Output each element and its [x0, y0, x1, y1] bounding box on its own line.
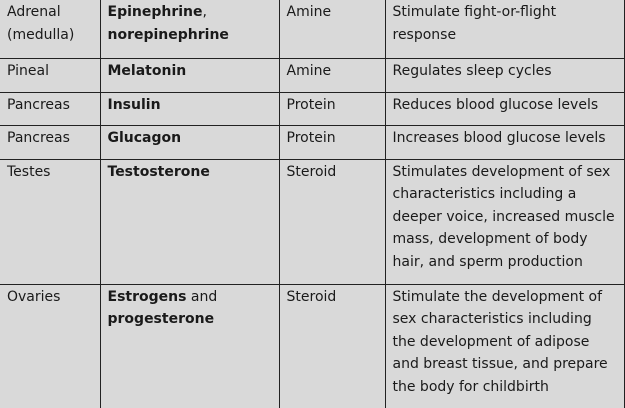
effect-cell: Reduces blood glucose levels [385, 92, 624, 125]
gland-cell: Ovaries [0, 284, 100, 408]
hormone-name: progesterone [107, 311, 215, 328]
table-row [0, 284, 624, 408]
chemical-class-cell: Steroid [279, 159, 385, 284]
chemical-class-cell: Steroid [279, 284, 385, 408]
hormone-name: Estrogens [107, 288, 187, 305]
hormone-name: Epinephrine [107, 4, 203, 20]
effect-cell: Stimulate fight-or-flight response [385, 0, 624, 58]
gland-cell: Pancreas [0, 125, 100, 159]
hormone-name: Testosterone [107, 163, 210, 180]
gland-cell: Testes [0, 159, 100, 284]
table-row [0, 125, 624, 159]
chemical-class-cell: Amine [279, 58, 385, 92]
table-row [0, 159, 624, 284]
hormone-name: Glucagon [107, 129, 182, 146]
effect-cell: Increases blood glucose levels [385, 125, 624, 159]
effect-cell: Regulates sleep cycles [385, 58, 624, 92]
chemical-class-cell: Amine [279, 0, 385, 58]
table-row [0, 0, 624, 58]
chemical-class-cell: Protein [279, 92, 385, 125]
gland-cell: Pancreas [0, 92, 100, 125]
hormone-cell [100, 284, 279, 408]
effect-cell: Stimulates development of sex characteristics including a deeper voice, increased muscle mass, development of body hair, and sperm production [385, 159, 624, 284]
table-row [0, 58, 624, 92]
chemical-class-cell: Protein [279, 125, 385, 159]
effect-cell: Stimulate the development of sex characteristics including the development of adipose and breast tissue, and prepare the body for childbirth [385, 284, 624, 408]
hormone-name: Melatonin [107, 62, 187, 79]
gland-cell: Adrenal (medulla) [0, 0, 100, 58]
table-row [0, 92, 624, 125]
hormone-cell [100, 125, 279, 159]
hormone-cell [100, 159, 279, 284]
hormone-connector: and [186, 288, 218, 305]
hormone-name: Insulin [107, 96, 161, 113]
hormone-cell [100, 0, 279, 58]
hormone-cell [100, 58, 279, 92]
hormone-cell [100, 92, 279, 125]
hormone-name: norepinephrine [107, 26, 229, 43]
gland-cell: Pineal [0, 58, 100, 92]
hormone-connector: , [202, 4, 207, 20]
